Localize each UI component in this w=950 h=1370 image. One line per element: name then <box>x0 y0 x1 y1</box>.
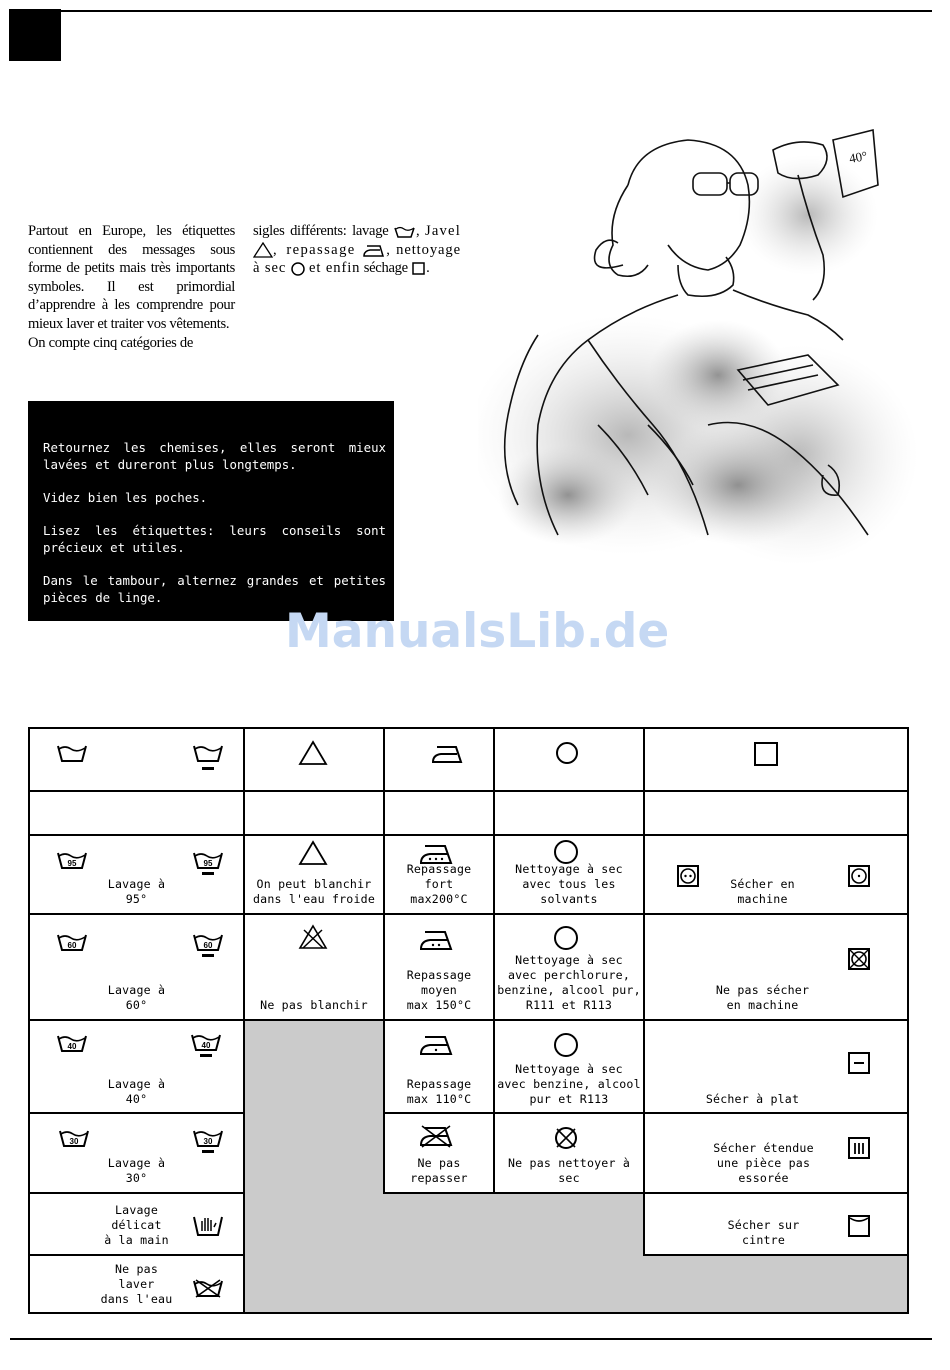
tips-box <box>28 401 394 621</box>
svg-text:95: 95 <box>203 859 213 868</box>
no-wash-label: Ne pas laver dans l'eau <box>100 1262 173 1306</box>
bleach-icon <box>253 242 273 258</box>
watermark: ManualsLib.de <box>285 604 670 659</box>
dry-clean-perc-label: Nettoyage à sec avec perchlorure, benzine, alcool pur, R111 et R113 <box>497 953 641 1012</box>
no-tumble-dry-icon <box>847 947 871 971</box>
wash-icon <box>394 225 416 239</box>
gentle-wash-40-icon <box>190 1032 222 1060</box>
laundry-illustration <box>478 125 918 577</box>
svg-text:30: 30 <box>203 1137 213 1146</box>
empty-area <box>244 1020 384 1194</box>
wash-40-label: Lavage à 40° <box>107 1077 166 1106</box>
wash-30-icon <box>58 1128 90 1148</box>
bottom-rule <box>10 1338 932 1340</box>
no-bleach-icon <box>298 924 328 950</box>
hang-dry-label: Sécher sur cintre <box>727 1218 800 1247</box>
empty-area <box>244 1193 644 1256</box>
wash-60-label: Lavage à 60° <box>107 983 166 1012</box>
no-iron-icon <box>418 1124 454 1148</box>
svg-text:60: 60 <box>67 941 77 950</box>
iron-low-label: Repassage max 110°C <box>406 1077 472 1106</box>
iron-high-label: Repassage fort max200°C <box>406 862 472 906</box>
intro-column-1 <box>28 222 235 352</box>
table-border <box>28 1312 909 1314</box>
no-dry-clean-icon <box>553 1125 579 1151</box>
svg-text:30: 30 <box>69 1137 79 1146</box>
bleach-icon <box>298 740 328 766</box>
bleach-cold-label: On peut blanchir dans l'eau froide <box>252 877 376 906</box>
svg-text:95: 95 <box>67 859 77 868</box>
wash-95-icon <box>56 850 88 870</box>
svg-text:60: 60 <box>203 941 213 950</box>
gentle-wash-30-icon <box>192 1128 224 1156</box>
no-tumble-dry-label: Ne pas sécher en machine <box>715 983 810 1012</box>
iron-low-icon <box>418 1034 454 1056</box>
iron-icon <box>362 242 386 258</box>
svg-text:40: 40 <box>67 1042 77 1051</box>
intro-paragraph: Partout en Europe, les étiquettes contiennent des messages sous forme de petits mais très importants symboles. Il est primordial d’apprendre à les comprendre pour mieux laver et traiter vos vêtements. <box>28 223 235 332</box>
wash-60-icon <box>56 932 88 952</box>
svg-text:40°: 40° <box>847 148 869 166</box>
no-iron-label: Ne pas repasser <box>410 1156 468 1185</box>
iron-medium-label: Repassage moyen max 150°C <box>406 968 472 1012</box>
dry-clean-icon <box>555 741 579 765</box>
dry-clean-all-label: Nettoyage à sec avec tous les solvants <box>515 862 623 906</box>
tumble-dry-label: Sécher en machine <box>730 877 795 906</box>
drip-dry-label: Sécher étendue une pièce pas essorée <box>713 1141 814 1185</box>
drying-icon <box>753 741 779 767</box>
wash-95-label: Lavage à 95° <box>107 877 166 906</box>
wash-30-label: Lavage à 30° <box>107 1156 166 1185</box>
tip: Retournez les chemises, elles seront mieux lavées et dureront plus longtemps. <box>43 440 386 472</box>
tip: Dans le tambour, alternez grandes et petites pièces de linge. <box>43 573 386 605</box>
gentle-wash-95-icon <box>192 850 224 878</box>
bleach-allowed-icon <box>298 840 328 866</box>
gentle-wash-60-icon <box>192 932 224 960</box>
table-border <box>28 727 909 729</box>
tip: Lisez les étiquettes: leurs conseils sont précieux et utiles. <box>43 523 386 555</box>
gentle-wash-icon <box>192 743 224 773</box>
dry-clean-benzine-icon <box>553 1032 579 1058</box>
wash-40-icon <box>56 1033 88 1053</box>
no-wash-icon <box>192 1278 224 1298</box>
hand-wash-icon <box>192 1213 224 1237</box>
iron-medium-icon <box>418 929 454 951</box>
dry-clean-icon <box>290 261 306 277</box>
intro-column-2: sigles différents: lavage , Javel , repassage , nettoyage à sec et enfin séchage . <box>253 223 461 277</box>
dry-flat-label: Sécher à plat <box>705 1092 800 1106</box>
top-rule <box>60 10 932 12</box>
tip: Videz bien les poches. <box>43 490 208 505</box>
wash-icon <box>56 743 88 763</box>
hand-wash-label: Lavage délicat à la main <box>104 1203 169 1247</box>
iron-icon <box>430 744 464 764</box>
dry-clean-perc-icon <box>553 925 579 951</box>
dry-clean-benzine-label: Nettoyage à sec avec benzine, alcool pur et R113 <box>497 1062 641 1106</box>
section-marker <box>9 9 61 61</box>
no-bleach-label: Ne pas blanchir <box>260 998 368 1012</box>
empty-area <box>244 1255 908 1314</box>
dry-flat-icon <box>847 1051 871 1075</box>
drying-icon <box>411 261 426 276</box>
no-dry-clean-label: Ne pas nettoyer à sec <box>507 1156 631 1185</box>
svg-text:40: 40 <box>201 1041 211 1050</box>
intro-paragraph-continued: On compte cinq catégories de <box>28 334 194 351</box>
